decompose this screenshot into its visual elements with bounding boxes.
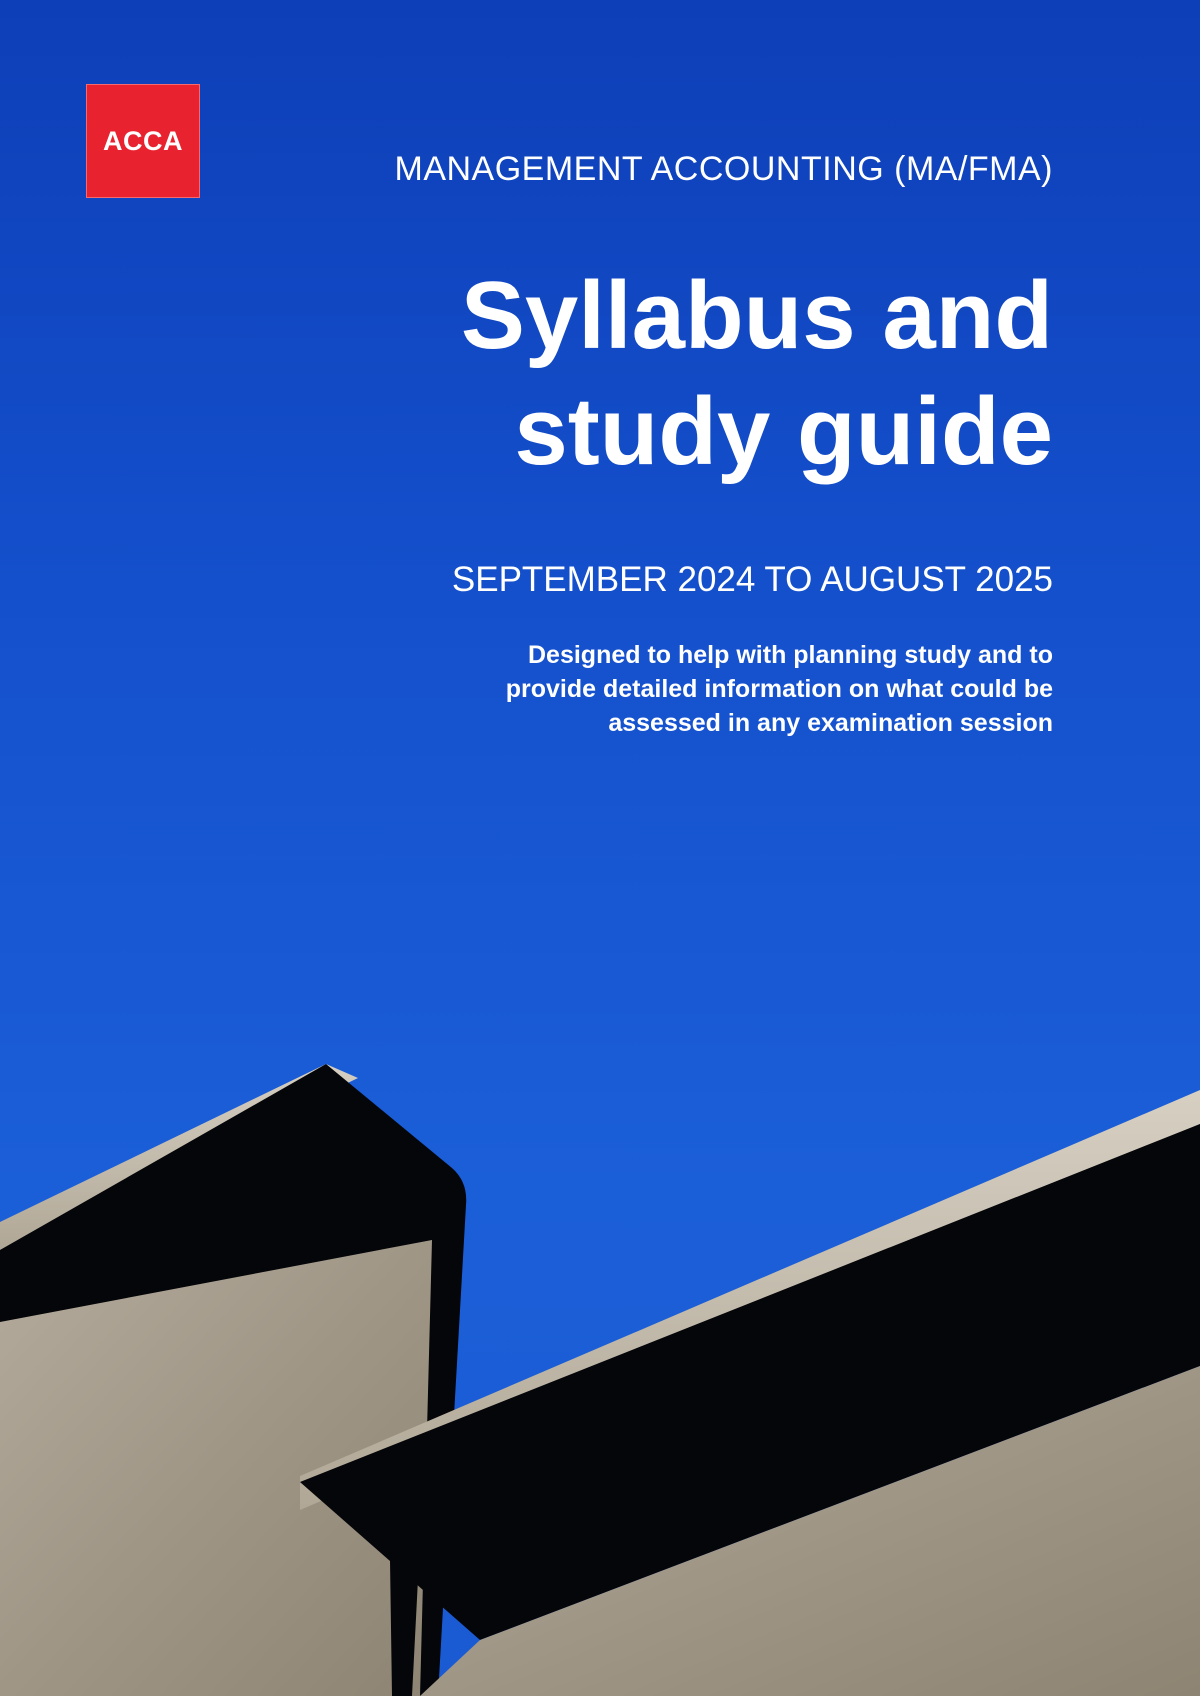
title-line: Syllabus and	[460, 262, 1053, 369]
description-line: assessed in any examination session	[608, 709, 1053, 737]
subject-heading: MANAGEMENT ACCOUNTING (MA/FMA)	[394, 150, 1053, 188]
acca-logo-text: ACCA	[103, 125, 183, 156]
title-line: study guide	[514, 378, 1053, 485]
description	[506, 638, 1053, 740]
acca-logo	[86, 84, 200, 198]
description-line: provide detailed information on what could be	[505, 675, 1053, 703]
period-heading: SEPTEMBER 2024 TO AUGUST 2025	[451, 560, 1053, 599]
page-title	[461, 258, 1053, 490]
description-line: Designed to help with planning study and to	[528, 641, 1053, 669]
